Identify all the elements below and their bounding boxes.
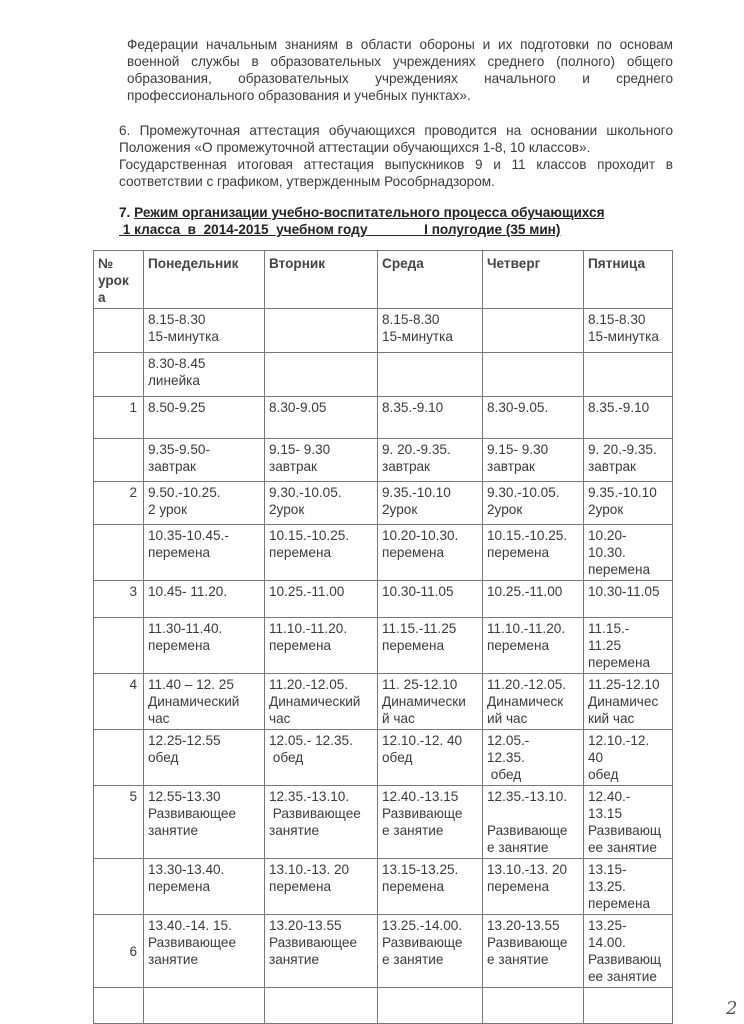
- cell-text-line: 10.45- 11.20.: [148, 584, 228, 599]
- cell-text-line: 10.15.-10.25.: [487, 528, 568, 543]
- cell-text-line: 11. 25-12.10: [382, 677, 458, 692]
- cell-text-line: 10.30-11.05: [382, 584, 454, 599]
- cell-text-line: обед: [382, 750, 413, 765]
- cell-text-line: й час: [382, 711, 415, 726]
- cell-text-line: 9.50.-10.25.: [148, 485, 221, 500]
- cell-text-line: 12.35.: [487, 750, 525, 765]
- schedule-cell-tuesday: [265, 915, 378, 988]
- table-row: [94, 988, 673, 1024]
- cell-text-line: обед: [148, 750, 179, 765]
- schedule-cell-monday: [144, 915, 265, 988]
- cell-text-line: 2урок: [382, 502, 418, 517]
- cell-text-line: 9.30.-10.05.: [487, 485, 560, 500]
- lesson-number-cell: 5: [94, 786, 144, 859]
- cell-text-line: перемена: [148, 638, 211, 653]
- cell-text-line: Развивающе: [382, 806, 463, 821]
- paragraph-attestation: [119, 122, 673, 190]
- cell-text-line: перемена: [148, 879, 211, 894]
- cell-text-line: 11.15.-: [588, 621, 630, 636]
- cell-text-line: Развивающ: [588, 823, 662, 838]
- schedule-cell-friday: [584, 353, 673, 397]
- cell-text-line: 12.10.-12. 40: [382, 733, 463, 748]
- cell-text-line: перемена: [382, 879, 445, 894]
- table-header-row: [94, 251, 673, 309]
- cell-text-line: Развивающее: [269, 806, 361, 821]
- schedule-cell-thursday: [483, 786, 584, 859]
- cell-text-line: 8.50-9.25: [148, 400, 206, 415]
- cell-text-line: кий час: [588, 711, 635, 726]
- schedule-cell-wednesday: [378, 730, 483, 786]
- schedule-cell-monday: [144, 988, 265, 1024]
- cell-text-line: 2урок: [269, 502, 305, 517]
- cell-text-line: 13.25.-14.00.: [382, 918, 463, 933]
- table-row: [94, 581, 673, 618]
- schedule-cell-friday: [584, 915, 673, 988]
- schedule-cell-monday: [144, 674, 265, 730]
- text-line: военной службы в образовательных учреждениях среднего (полного) общего: [127, 54, 673, 69]
- header-text: Вторник: [269, 256, 326, 271]
- cell-text-line: 13.30-13.40.: [148, 862, 225, 877]
- cell-text-line: 13.20-13.55: [487, 918, 560, 933]
- cell-text-line: 9. 20.-9.35.: [382, 442, 451, 457]
- schedule-cell-friday: [584, 581, 673, 618]
- schedule-cell-monday: [144, 397, 265, 439]
- cell-text-line: 2урок: [487, 502, 523, 517]
- schedule-cell-tuesday: [265, 353, 378, 397]
- schedule-cell-monday: [144, 859, 265, 915]
- lesson-number-cell: [94, 859, 144, 915]
- schedule-cell-friday: [584, 859, 673, 915]
- cell-text-line: Динамичес: [588, 694, 659, 709]
- schedule-cell-tuesday: [265, 730, 378, 786]
- cell-text-line: 11.15.-11.25: [382, 621, 457, 636]
- lesson-number-cell: [94, 988, 144, 1024]
- schedule-cell-monday: [144, 730, 265, 786]
- schedule-cell-tuesday: [265, 439, 378, 482]
- schedule-cell-friday: [584, 674, 673, 730]
- schedule-cell-thursday: [483, 730, 584, 786]
- cell-text-line: занятие: [148, 823, 199, 838]
- heading-line-2: 1 класса в 2014-2015 учебном году I полугодие (35 мин): [119, 222, 561, 237]
- cell-text-line: 9. 20.-9.35.: [588, 442, 657, 457]
- lesson-number-cell: [94, 525, 144, 581]
- cell-text-line: 8.15-8.30: [382, 312, 440, 327]
- table-row: [94, 674, 673, 730]
- lesson-number-cell: 1: [94, 397, 144, 439]
- schedule-cell-thursday: [483, 482, 584, 525]
- table-row: [94, 353, 673, 397]
- header-text: урок: [98, 273, 129, 288]
- cell-text-line: 8.30-9.05.: [487, 400, 549, 415]
- schedule-cell-wednesday: [378, 988, 483, 1024]
- text-line: Положения «О промежуточной аттестации обучающихся 1-8, 10 классов».: [119, 140, 591, 155]
- schedule-cell-tuesday: [265, 988, 378, 1024]
- cell-text-line: обед: [269, 750, 304, 765]
- cell-text-line: 12.05.- 12.35.: [269, 733, 353, 748]
- cell-text-line: 11.25-12.10: [588, 677, 660, 692]
- schedule-cell-monday: [144, 618, 265, 674]
- text-line: Государственная итоговая аттестация выпускников 9 и 11 классов проходит в: [119, 157, 673, 172]
- cell-text-line: завтрак: [382, 459, 431, 474]
- table-row: [94, 915, 673, 988]
- cell-text-line: Динамически: [382, 694, 466, 709]
- cell-text-line: час: [269, 711, 291, 726]
- cell-text-line: 14.00.: [588, 935, 626, 950]
- schedule-cell-wednesday: [378, 439, 483, 482]
- schedule-cell-thursday: [483, 581, 584, 618]
- header-text: Среда: [382, 256, 424, 271]
- schedule-cell-wednesday: [378, 353, 483, 397]
- schedule-cell-friday: [584, 730, 673, 786]
- text-line: соответствии с графиком, утвержденным Рособрнадзором.: [119, 174, 495, 189]
- cell-text-line: е занятие: [382, 952, 444, 967]
- schedule-cell-tuesday: [265, 674, 378, 730]
- schedule-cell-thursday: [483, 353, 584, 397]
- lesson-number-cell: [94, 618, 144, 674]
- header-text: а: [98, 290, 106, 305]
- cell-text-line: перемена: [148, 545, 211, 560]
- cell-text-line: е занятие: [487, 840, 549, 855]
- cell-text-line: 15-минутка: [382, 329, 453, 344]
- cell-text-line: перемена: [487, 545, 550, 560]
- paragraph-military-training: [127, 36, 673, 104]
- cell-text-line: Развивающе: [487, 935, 568, 950]
- cell-text-line: час: [148, 711, 170, 726]
- schedule-cell-thursday: [483, 397, 584, 439]
- cell-text-line: 8.30-8.45: [148, 356, 206, 371]
- schedule-cell-monday: [144, 309, 265, 353]
- cell-text-line: 13.15-13.25.: [382, 862, 459, 877]
- cell-text-line: 8.15-8.30: [148, 312, 206, 327]
- schedule-cell-friday: [584, 439, 673, 482]
- cell-text-line: перемена: [487, 638, 550, 653]
- cell-text-line: 9.35-9.50-: [148, 442, 210, 457]
- lesson-number-cell: 6: [94, 915, 144, 988]
- cell-text-line: 2 урок: [148, 502, 188, 517]
- cell-text-line: перемена: [382, 545, 445, 560]
- lesson-number-cell: [94, 730, 144, 786]
- cell-text-line: 10.15.-10.25.: [269, 528, 350, 543]
- schedule-cell-tuesday: [265, 309, 378, 353]
- cell-text-line: завтрак: [487, 459, 536, 474]
- cell-text-line: 12.40.-: [588, 789, 631, 804]
- header-friday: [584, 251, 673, 309]
- schedule-cell-thursday: [483, 309, 584, 353]
- cell-text-line: 13.20-13.55: [269, 918, 342, 933]
- cell-text-line: 12.25-12.55: [148, 733, 221, 748]
- header-text: №: [98, 256, 114, 271]
- schedule-cell-thursday: [483, 859, 584, 915]
- cell-text-line: 40: [588, 750, 604, 765]
- schedule-cell-wednesday: [378, 618, 483, 674]
- header-tuesday: [265, 251, 378, 309]
- schedule-cell-thursday: [483, 618, 584, 674]
- header-text: Пятница: [588, 256, 646, 271]
- cell-text-line: завтрак: [588, 459, 637, 474]
- schedule-cell-friday: [584, 988, 673, 1024]
- cell-text-line: занятие: [148, 952, 199, 967]
- table-row: [94, 786, 673, 859]
- schedule-cell-tuesday: [265, 786, 378, 859]
- cell-text-line: 12.35.-13.10.: [487, 789, 568, 804]
- lesson-number-cell: [94, 439, 144, 482]
- text-line: 6. Промежуточная аттестация обучающихся проводится на основании школьного: [119, 123, 673, 138]
- cell-text-line: 15-минутка: [588, 329, 659, 344]
- schedule-cell-wednesday: [378, 309, 483, 353]
- cell-text-line: Динамический: [269, 694, 361, 709]
- cell-text-line: 13.10.-13. 20: [487, 862, 568, 877]
- header-thursday: [483, 251, 584, 309]
- schedule-cell-monday: [144, 482, 265, 525]
- cell-text-line: 13.25-: [588, 918, 627, 933]
- schedule-table: [93, 250, 673, 1024]
- cell-text-line: 11.20.-12.05.: [269, 677, 349, 692]
- cell-text-line: Развивающее: [148, 806, 237, 821]
- schedule-cell-friday: [584, 618, 673, 674]
- text-line: Федерации начальным знаниям в области обороны и их подготовки по основам: [127, 37, 673, 52]
- cell-text-line: 11.25: [588, 638, 622, 653]
- cell-text-line: 12.35.-13.10.: [269, 789, 350, 804]
- cell-text-line: Развивающе: [487, 823, 568, 838]
- cell-text-line: ее занятие: [588, 840, 657, 855]
- cell-text-line: 11.10.-11.20.: [487, 621, 566, 636]
- schedule-cell-thursday: [483, 915, 584, 988]
- table-row: [94, 859, 673, 915]
- schedule-cell-wednesday: [378, 786, 483, 859]
- cell-text-line: 13.40.-14. 15.: [148, 918, 232, 933]
- cell-text-line: 11.20.-12.05.: [487, 677, 567, 692]
- schedule-cell-monday: [144, 786, 265, 859]
- header-wednesday: [378, 251, 483, 309]
- section-heading: [119, 204, 679, 238]
- cell-text-line: 10.25.-11.00: [487, 584, 563, 599]
- text-line: профессионального образования и учебных пунктах».: [127, 88, 471, 103]
- cell-text-line: Динамический: [148, 694, 240, 709]
- text-line: образования, образовательных учреждениях начального и среднего: [127, 71, 673, 86]
- cell-text-line: 10.20-: [588, 528, 627, 543]
- schedule-cell-monday: [144, 525, 265, 581]
- schedule-cell-wednesday: [378, 525, 483, 581]
- table-row: [94, 397, 673, 439]
- lesson-number-cell: 4: [94, 674, 144, 730]
- lesson-number-cell: 3: [94, 581, 144, 618]
- table-row: [94, 482, 673, 525]
- table-row: [94, 439, 673, 482]
- cell-text-line: ее занятие: [588, 969, 657, 984]
- heading-line-1: Режим организации учебно-воспитательного процесса обучающихся: [134, 205, 605, 220]
- cell-text-line: занятие: [269, 823, 320, 838]
- schedule-cell-wednesday: [378, 674, 483, 730]
- lesson-number-cell: 2: [94, 482, 144, 525]
- cell-text-line: 13.15: [588, 806, 623, 821]
- cell-text-line: занятие: [269, 952, 320, 967]
- cell-text-line: 9.15- 9.30: [487, 442, 549, 457]
- header-monday: [144, 251, 265, 309]
- cell-text-line: 11.30-11.40.: [148, 621, 223, 636]
- schedule-cell-wednesday: [378, 581, 483, 618]
- schedule-cell-thursday: [483, 988, 584, 1024]
- table-row: [94, 309, 673, 353]
- schedule-cell-wednesday: [378, 859, 483, 915]
- cell-text-line: перемена: [382, 638, 445, 653]
- cell-text-line: обед: [588, 767, 619, 782]
- cell-text-line: перемена: [269, 879, 332, 894]
- cell-text-line: 8.30-9.05: [269, 400, 327, 415]
- cell-text-line: перемена: [588, 655, 651, 670]
- cell-text-line: 9.35.-10.10: [382, 485, 451, 500]
- schedule-cell-wednesday: [378, 915, 483, 988]
- schedule-cell-thursday: [483, 674, 584, 730]
- schedule-cell-tuesday: [265, 397, 378, 439]
- schedule-cell-wednesday: [378, 482, 483, 525]
- cell-text-line: 8.35.-9.10: [588, 400, 650, 415]
- schedule-cell-friday: [584, 482, 673, 525]
- schedule-cell-wednesday: [378, 397, 483, 439]
- cell-text-line: 2урок: [588, 502, 624, 517]
- schedule-cell-tuesday: [265, 482, 378, 525]
- schedule-cell-monday: [144, 439, 265, 482]
- schedule-cell-friday: [584, 525, 673, 581]
- schedule-cell-thursday: [483, 525, 584, 581]
- cell-text-line: 11.10.-11.20.: [269, 621, 348, 636]
- cell-text-line: линейка: [148, 373, 200, 388]
- header-text: Четверг: [487, 256, 541, 271]
- cell-text-line: е занятие: [487, 952, 549, 967]
- cell-text-line: перемена: [487, 879, 550, 894]
- header-text: Понедельник: [148, 256, 239, 271]
- page-number: 2: [726, 998, 738, 1019]
- cell-text-line: перемена: [588, 562, 651, 577]
- cell-text-line: перемена: [269, 638, 332, 653]
- cell-text-line: завтрак: [148, 459, 197, 474]
- cell-text-line: 13.25.: [588, 879, 626, 894]
- cell-text-line: 12.40.-13.15: [382, 789, 459, 804]
- schedule-cell-friday: [584, 786, 673, 859]
- cell-text-line: Динамическ: [487, 694, 564, 709]
- cell-text-line: 10.30.: [588, 545, 626, 560]
- cell-text-line: 10.30-11.05: [588, 584, 660, 599]
- cell-text-line: 9.15- 9.30: [269, 442, 331, 457]
- cell-text-line: обед: [487, 767, 522, 782]
- table-row: [94, 525, 673, 581]
- lesson-number-cell: [94, 309, 144, 353]
- schedule-cell-friday: [584, 397, 673, 439]
- cell-text-line: 8.15-8.30: [588, 312, 646, 327]
- cell-text-line: [487, 805, 579, 822]
- cell-text-line: е занятие: [382, 823, 444, 838]
- schedule-cell-tuesday: [265, 581, 378, 618]
- section-number: 7.: [119, 205, 135, 220]
- schedule-cell-thursday: [483, 439, 584, 482]
- schedule-cell-tuesday: [265, 525, 378, 581]
- schedule-cell-tuesday: [265, 859, 378, 915]
- header-lesson-number: [94, 251, 144, 309]
- cell-text-line: 15-минутка: [148, 329, 219, 344]
- cell-text-line: Развивающее: [148, 935, 237, 950]
- schedule-cell-monday: [144, 581, 265, 618]
- schedule-cell-tuesday: [265, 618, 378, 674]
- cell-text-line: 12.10.-12.: [588, 733, 650, 748]
- cell-text-line: ий час: [487, 711, 528, 726]
- cell-text-line: 9.35.-10.10: [588, 485, 657, 500]
- cell-text-line: 10.20-10.30.: [382, 528, 459, 543]
- cell-text-line: 13.15-: [588, 862, 627, 877]
- cell-text-line: 12.05.-: [487, 733, 530, 748]
- cell-text-line: перемена: [269, 545, 332, 560]
- cell-text-line: перемена: [588, 896, 651, 911]
- table-row: [94, 618, 673, 674]
- cell-text-line: 10.25.-11.00: [269, 584, 345, 599]
- cell-text-line: 13.10.-13. 20: [269, 862, 350, 877]
- cell-text-line: 10.35-10.45.-: [148, 528, 229, 543]
- cell-text-line: Развивающ: [588, 952, 662, 967]
- lesson-number-cell: [94, 353, 144, 397]
- cell-text-line: Развивающее: [269, 935, 358, 950]
- cell-text-line: Развивающе: [382, 935, 463, 950]
- cell-text-line: 9.30.-10.05.: [269, 485, 342, 500]
- table-row: [94, 730, 673, 786]
- cell-text-line: 8.35.-9.10: [382, 400, 444, 415]
- cell-text-line: 12.55-13.30: [148, 789, 221, 804]
- cell-text-line: 11.40 – 12. 25: [148, 677, 234, 692]
- schedule-cell-monday: [144, 353, 265, 397]
- schedule-cell-friday: [584, 309, 673, 353]
- cell-text-line: завтрак: [269, 459, 318, 474]
